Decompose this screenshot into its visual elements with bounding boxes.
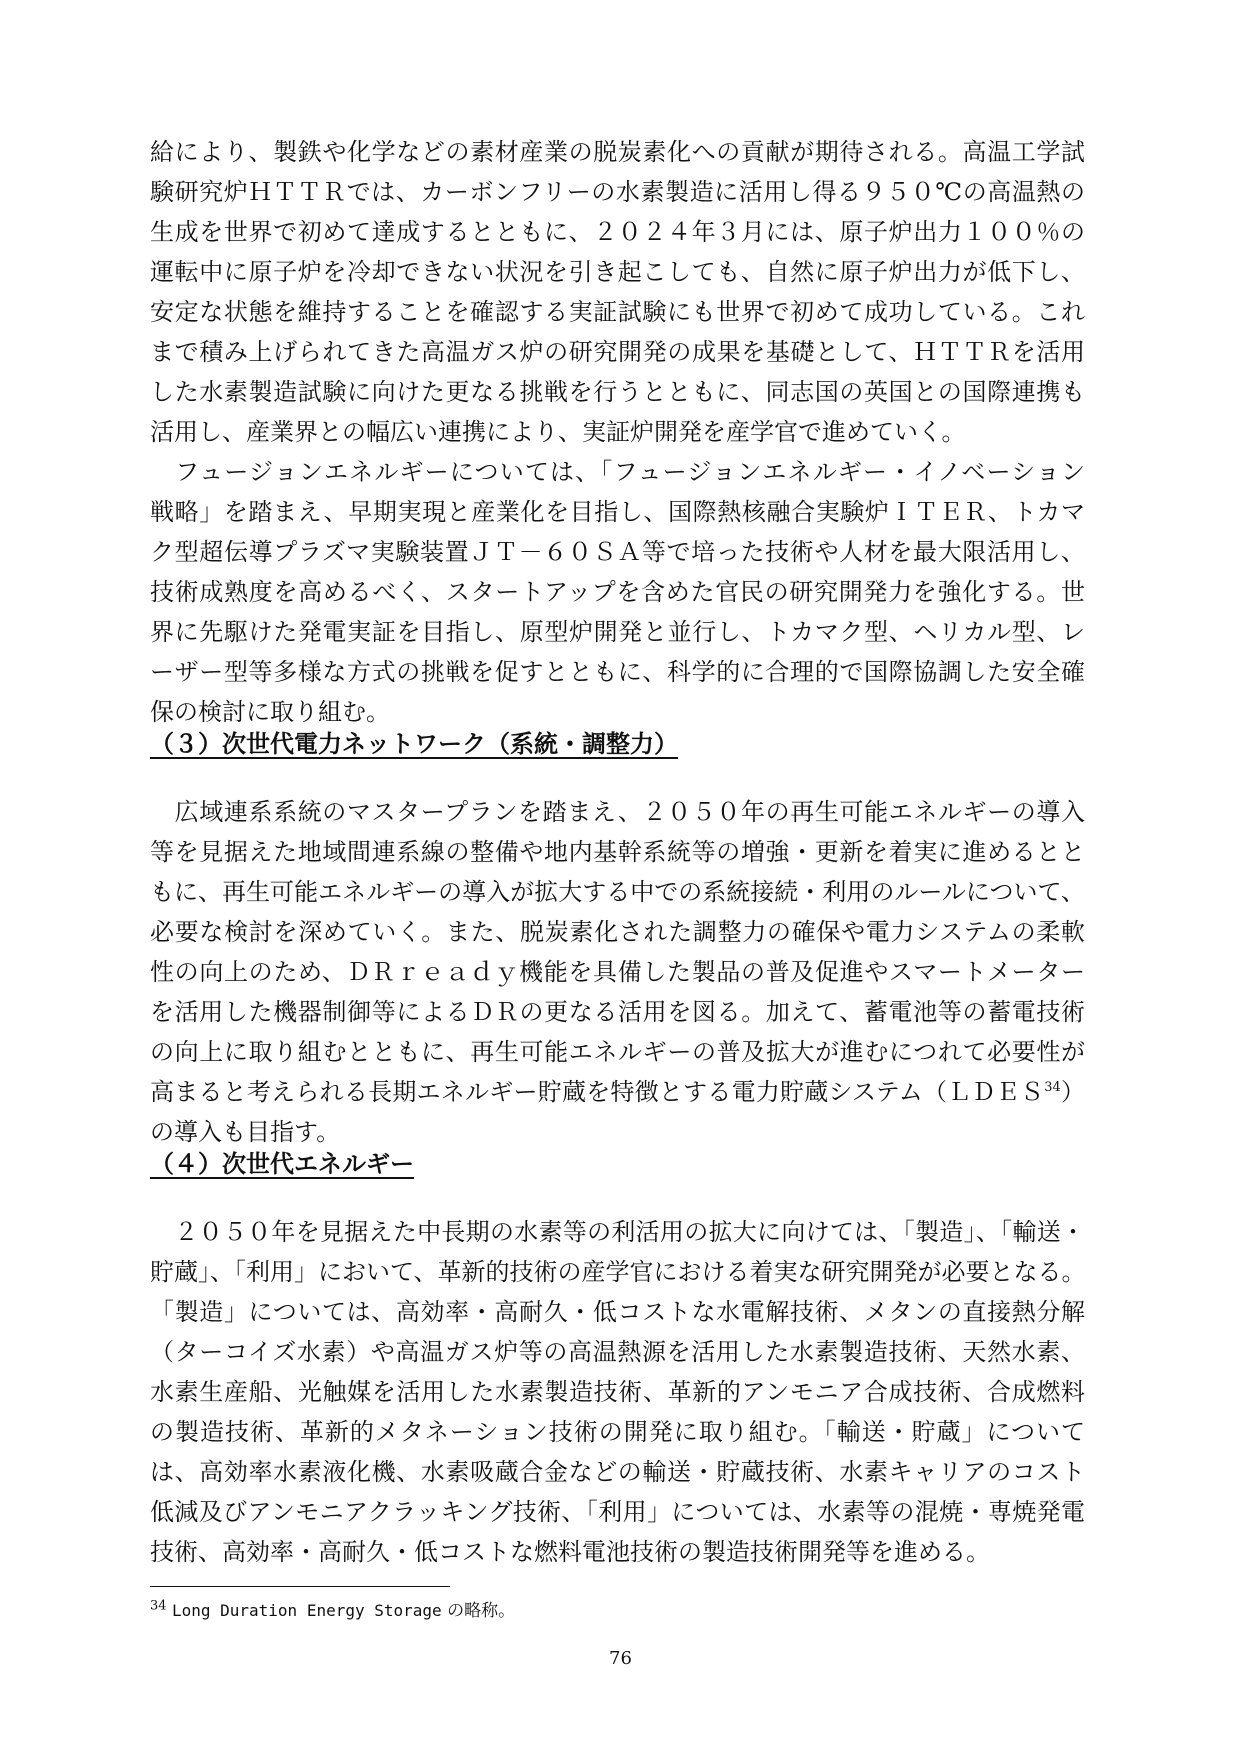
text-line: 給により、製鉄や化学などの素材産業の脱炭素化への貢献が期待される。高温工学試	[150, 138, 1085, 166]
footnote-number: 34	[150, 1598, 167, 1614]
text-line: した水素製造試験に向けた更なる挑戦を行うとともに、同志国の英国との国際連携も	[150, 378, 1085, 406]
paragraph-httr	[150, 132, 1085, 452]
text-line: 界に先駆けた発電実証を目指し、原型炉開発と並行し、トカマク型、ヘリカル型、レ	[150, 618, 1085, 646]
text-line: を活用した機器制御等によるＤＲの更なる活用を図る。加えて、蓄電池等の蓄電技術	[150, 998, 1085, 1026]
text-line: 広域連系系統のマスタープランを踏まえ、２０５０年の再生可能エネルギーの導入	[150, 798, 1085, 826]
text-line: 技術成熟度を高めるべく、スタートアップを含めた官民の研究開発力を強化する。世	[150, 578, 1085, 606]
text-line-tail: ）	[1060, 1078, 1085, 1106]
text-line: 貯蔵」、「利用」において、革新的技術の産学官における着実な研究開発が必要となる。	[150, 1258, 1086, 1286]
text-line: は、高効率水素液化機、水素吸蔵合金などの輸送・貯蔵技術、水素キャリアのコスト	[150, 1458, 1085, 1486]
footnote-ref: 34	[1044, 1080, 1061, 1095]
text-line: ２０５０年を見据えた中長期の水素等の利活用の拡大に向けては、「製造」、「輸送・	[150, 1218, 1085, 1246]
text-line: 験研究炉ＨＴＴＲでは、カーボンフリーの水素製造に活用し得る９５０℃の高温熱の	[150, 178, 1085, 206]
page-number: 76	[609, 1648, 632, 1669]
text-line: 技術、高効率・高耐久・低コストな燃料電池技術の製造技術開発等を進める。	[150, 1538, 990, 1566]
text-line: の向上に取り組むとともに、再生可能エネルギーの普及拡大が進むにつれて必要性が	[150, 1038, 1085, 1066]
text-line: 「製造」については、高効率・高耐久・低コストな水電解技術、メタンの直接熱分解	[150, 1298, 1085, 1326]
text-line: 生成を世界で初めて達成するとともに、２０２４年３月には、原子炉出力１００％の	[150, 218, 1085, 246]
text-line: （ターコイズ水素）や高温ガス炉等の高温熱源を活用した水素製造技術、天然水素、	[150, 1338, 1085, 1366]
text-line: ク型超伝導プラズマ実験装置ＪＴ－６０ＳＡ等で培った技術や人材を最大限活用し、	[150, 538, 1085, 566]
text-line: 安定な状態を維持することを確認する実証試験にも世界で初めて成功している。これ	[150, 298, 1085, 326]
text-line: もに、再生可能エネルギーの導入が拡大する中での系統接続・利用のルールについて、	[150, 878, 1085, 906]
section-heading-4: （４）次世代エネルギー	[150, 1150, 414, 1178]
text-line: 保の検討に取り組む。	[150, 698, 390, 726]
text-line: 低減及びアンモニアクラッキング技術、「利用」については、水素等の混焼・専焼発電	[150, 1498, 1085, 1526]
footnote	[150, 1600, 515, 1622]
paragraph-hydrogen	[150, 1212, 1085, 1572]
text-line: 戦略」を踏まえ、早期実現と産業化を目指し、国際熱核融合実験炉ＩＴＥＲ、トカマ	[150, 498, 1085, 526]
text-line: の導入も目指す。	[150, 1118, 341, 1146]
text-line: 運転中に原子炉を冷却できない状況を引き起こしても、自然に原子炉出力が低下し、	[150, 258, 1085, 286]
footnote-divider	[150, 1586, 450, 1587]
text-line: の製造技術、革新的メタネーション技術の開発に取り組む。「輸送・貯蔵」について	[150, 1418, 1085, 1446]
paragraph-grid	[150, 792, 1085, 1152]
text-line: 水素生産船、光触媒を活用した水素製造技術、革新的アンモニア合成技術、合成燃料	[150, 1378, 1085, 1406]
text-line: 性の向上のため、ＤＲｒｅａｄｙ機能を具備した製品の普及促進やスマートメーター	[150, 958, 1085, 986]
text-line: 等を見据えた地域間連系線の整備や地内基幹系統等の増強・更新を着実に進めるとと	[150, 838, 1085, 866]
text-line: 必要な検討を深めていく。また、脱炭素化された調整力の確保や電力システムの柔軟	[150, 918, 1085, 946]
footnote-suffix: の略称。	[447, 1601, 516, 1621]
footnote-term: Long Duration Energy Storage	[171, 1601, 442, 1620]
text-line: フュージョンエネルギーについては、「フュージョンエネルギー・イノベーション	[150, 458, 1085, 486]
text-line: まで積み上げられてきた高温ガス炉の研究開発の成果を基礎として、ＨＴＴＲを活用	[150, 338, 1085, 366]
text-line: ーザー型等多様な方式の挑戦を促すとともに、科学的に合理的で国際協調した安全確	[150, 658, 1085, 686]
text-line-body: 高まると考えられる長期エネルギー貯蔵を特徴とする電力貯蔵システム（ＬＤＥＳ	[150, 1078, 1045, 1106]
text-line	[150, 1072, 1085, 1112]
section-heading-3: （３）次世代電力ネットワーク（系統・調整力）	[150, 730, 678, 758]
paragraph-fusion	[150, 452, 1085, 732]
text-line: 活用し、産業界との幅広い連携により、実証炉開発を産学官で進めていく。	[150, 418, 966, 446]
